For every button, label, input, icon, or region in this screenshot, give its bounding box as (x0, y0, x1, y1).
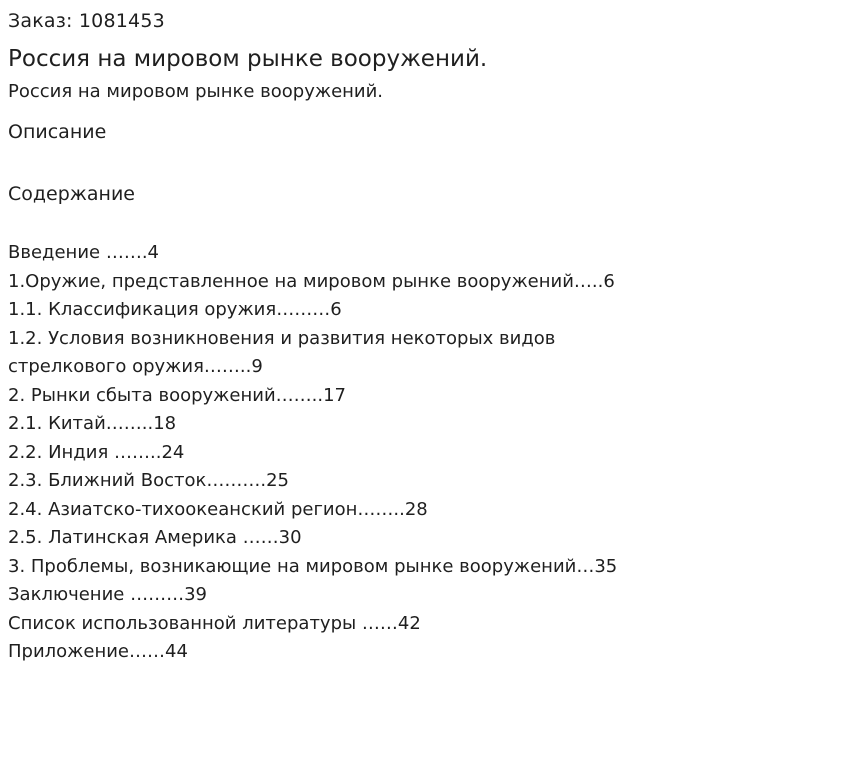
toc-entry-conclusion: Заключение ………39 (8, 584, 207, 605)
description-heading: Описание (8, 121, 107, 143)
toc-entry-1: 1.Оружие, представленное на мировом рынке вооружений…..6 (8, 270, 615, 292)
document-title: Россия на мировом рынке вооружений. (8, 46, 488, 72)
toc-entry-2-2: 2.2. Индия ……..24 (8, 441, 185, 463)
toc-entry-2-5: 2.5. Латинская Америка ……30 (8, 527, 302, 548)
toc-entry-2: 2. Рынки сбыта вооружений……..17 (8, 384, 346, 406)
toc-entry-1-1: 1.1. Классификация оружия………6 (8, 299, 342, 320)
document-subtitle: Россия на мировом рынке вооружений. (8, 81, 384, 102)
toc-entry-1-2: 1.2. Условия возникновения и развития некоторых видов стрелкового оружия……..9 (8, 327, 556, 377)
toc-entry-introduction: Введение …….4 (8, 242, 159, 263)
order-number: Заказ: 1081453 (8, 10, 165, 32)
table-of-contents (8, 239, 668, 667)
toc-entry-2-3: 2.3. Ближний Восток……….25 (8, 470, 289, 491)
toc-entry-3: 3. Проблемы, возникающие на мировом рынке вооружений…35 (8, 555, 618, 577)
toc-entry-2-4: 2.4. Азиатско-тихоокеанский регион……..28 (8, 498, 428, 520)
toc-entry-references: Список использованной литературы ……42 (8, 612, 421, 634)
toc-entry-2-1: 2.1. Китай……..18 (8, 413, 177, 434)
toc-entry-appendix: Приложение……44 (8, 641, 188, 662)
contents-heading: Содержание (8, 183, 135, 205)
